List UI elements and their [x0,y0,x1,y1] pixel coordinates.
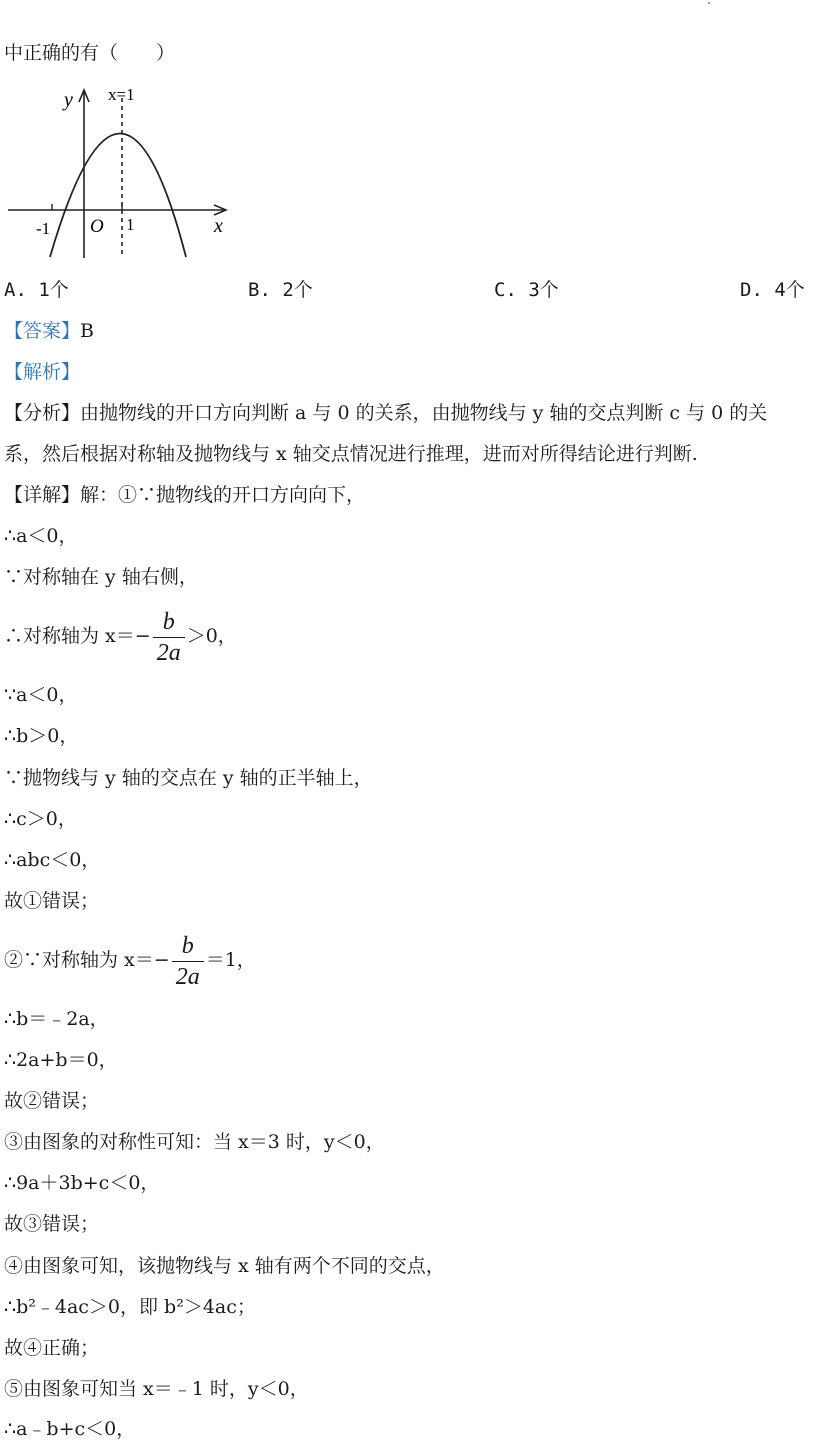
step-6: ∴b＞0， [4,725,79,747]
fraction-denominator: 2a [156,639,181,666]
step-11-pre: ②∵对称轴为 x＝− [4,949,170,971]
scan-dot [708,2,710,4]
fraction-denominator-2: 2a [175,963,200,990]
step-16: ∴9a＋3b+c＜0， [4,1172,160,1194]
answer-line [4,320,94,342]
step-1: 【详解】解：①∵抛物线的开口方向向下， [4,484,366,506]
answer-tag: 【答案】 [4,320,81,342]
y-axis-label: y [64,89,73,111]
fenxi-line-1: 【分析】由抛物线的开口方向判断 a 与 0 的关系，由抛物线与 y 轴的交点判断 c 与 0 的关 [4,402,768,424]
option-b: B. 2个 [248,279,313,301]
step-5: ∵a＜0， [4,684,78,706]
answer-value: B [80,320,94,342]
x-axis-label: x [214,215,223,237]
question-tail: 中正确的有（ ） [4,42,176,64]
step-12: ∴b＝﹣2a， [4,1008,109,1030]
step-14: 故②错误； [4,1090,100,1112]
symmetry-label: x=1 [108,85,135,104]
option-a: A. 1个 [4,279,69,301]
step-21: ⑤由图象可知当 x＝﹣1 时，y＜0， [4,1378,309,1400]
fraction-numerator-2: b [181,932,194,959]
step-9: ∴abc＜0， [4,849,101,871]
parabola-graph [0,82,240,262]
parabola-curve [50,134,186,258]
step-3: ∵对称轴在 y 轴右侧， [4,566,198,588]
fenxi-line-2: 系，然后根据对称轴及抛物线与 x 轴交点情况进行推理，进而对所得结论进行判断. [4,443,698,465]
option-d: D. 4个 [740,279,805,301]
fraction-numerator: b [162,608,175,635]
step-13: ∴2a+b＝0， [4,1049,118,1071]
step-11 [4,930,256,990]
step-4 [4,606,237,666]
step-10: 故①错误； [4,890,100,912]
step-4-post: ＞0， [186,625,237,647]
tick-pos-label: 1 [126,215,135,234]
step-18: ④由图象可知，该抛物线与 x 轴有两个不同的交点， [4,1255,445,1277]
fraction-b-over-2a [153,609,185,666]
option-c: C. 3个 [494,279,559,301]
step-20: 故④正确； [4,1337,100,1359]
step-7: ∵抛物线与 y 轴的交点在 y 轴的正半轴上， [4,767,373,789]
step-15: ③由图象的对称性可知：当 x＝3 时，y＜0， [4,1131,385,1153]
step-22: ∴a﹣b+c＜0， [4,1418,136,1440]
step-11-post: ＝1， [205,949,256,971]
fraction-b-over-2a-2 [172,933,204,990]
step-19: ∴b²﹣4ac＞0，即 b²＞4ac； [4,1296,256,1318]
analysis-tag: 【解析】 [4,361,81,383]
step-17: 故③错误； [4,1213,100,1235]
tick-neg-label: -1 [36,219,51,238]
step-4-pre: ∴对称轴为 x＝− [4,625,151,647]
step-8: ∴c＞0， [4,808,77,830]
step-2: ∴a＜0， [4,525,78,547]
origin-label: O [90,216,104,237]
